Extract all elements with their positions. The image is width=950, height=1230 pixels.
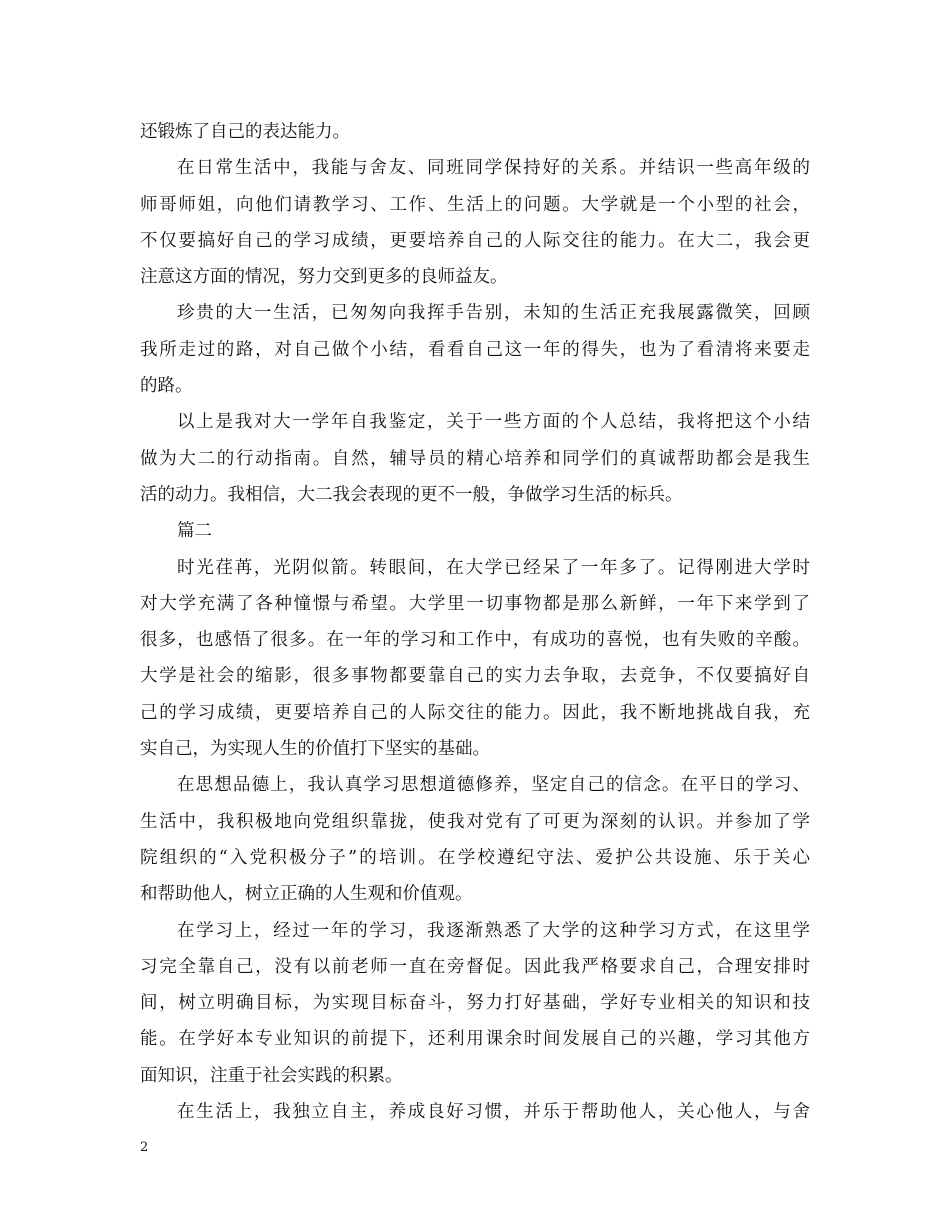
paragraph-first-line: 在思想品德上，我认真学习思想道德修养，坚定自己的信念。在平日的学习、 (177, 775, 810, 796)
text-line: 做为大二的行动指南。自然，辅导员的精心培养和同学们的真诚帮助都会是我生 (140, 448, 810, 469)
text-line: 生活中，我积极地向党组织靠拢，使我对党有了可更为深刻的认识。并参加了学 (140, 811, 810, 832)
paragraph-first-line: 以上是我对大一学年自我鉴定，关于一些方面的个人总结，我将把这个小结 (177, 412, 810, 433)
text-line: 注意这方面的情况，努力交到更多的良师益友。 (140, 267, 508, 288)
text-line: 面知识，注重于社会实践的积累。 (140, 1065, 403, 1086)
body-text (140, 114, 810, 1130)
paragraph-first-line: 在学习上，经过一年的学习，我逐渐熟悉了大学的这种学习方式，在这里学 (177, 920, 810, 941)
text-line: 还锻炼了自己的表达能力。 (140, 122, 350, 142)
text-line: 活的动力。我相信，大二我会表现的更不一般，争做学习生活的标兵。 (140, 484, 683, 505)
paragraph-first-line: 在生活上，我独立自主，养成良好习惯，并乐于帮助他人，关心他人，与舍 (177, 1102, 810, 1123)
text-line: 己的学习成绩，更要培养自己的人际交往的能力。因此，我不断地挑战自我，充 (140, 702, 810, 723)
text-line: 我所走过的路，对自己做个小结，看看自己这一年的得失，也为了看清将来要走 (140, 339, 810, 360)
text-line: 对大学充满了各种憧憬与希望。大学里一切事物都是那么新鲜，一年下来学到了 (140, 593, 810, 614)
text-line: 间，树立明确目标，为实现目标奋斗，努力打好基础，学好专业相关的知识和技 (140, 993, 810, 1014)
paragraph-first-line: 珍贵的大一生活，已匆匆向我挥手告别，未知的生活正充我展露微笑，回顾 (177, 303, 810, 324)
section-heading: 篇二 (177, 521, 212, 542)
paragraph-first-line: 在日常生活中，我能与舍友、同班同学保持好的关系。并结识一些高年级的 (177, 158, 810, 179)
text-line: 和帮助他人，树立正确的人生观和价值观。 (140, 884, 473, 905)
page-number: 2 (140, 1140, 149, 1155)
text-line: 实自己，为实现人生的价值打下坚实的基础。 (140, 739, 490, 760)
paragraph-first-line: 时光荏苒，光阴似箭。转眼间，在大学已经呆了一年多了。记得刚进大学时 (177, 557, 810, 578)
text-line: 院组织的“入党积极分子”的培训。在学校遵纪守法、爱护公共设施、乐于关心 (140, 847, 810, 868)
text-line: 能。在学好本专业知识的前提下，还利用课余时间发展自己的兴趣，学习其他方 (140, 1029, 810, 1050)
text-line: 的路。 (140, 376, 193, 397)
text-line: 大学是社会的缩影，很多事物都要靠自己的实力去争取，去竞争，不仅要搞好自 (140, 666, 810, 687)
text-line: 很多，也感悟了很多。在一年的学习和工作中，有成功的喜悦，也有失败的辛酸。 (140, 630, 810, 651)
text-line: 不仅要搞好自己的学习成绩，更要培养自己的人际交往的能力。在大二，我会更 (140, 230, 810, 251)
text-line: 师哥师姐，向他们请教学习、工作、生活上的问题。大学就是一个小型的社会， (140, 194, 810, 215)
text-line: 习完全靠自己，没有以前老师一直在旁督促。因此我严格要求自己，合理安排时 (140, 956, 810, 977)
